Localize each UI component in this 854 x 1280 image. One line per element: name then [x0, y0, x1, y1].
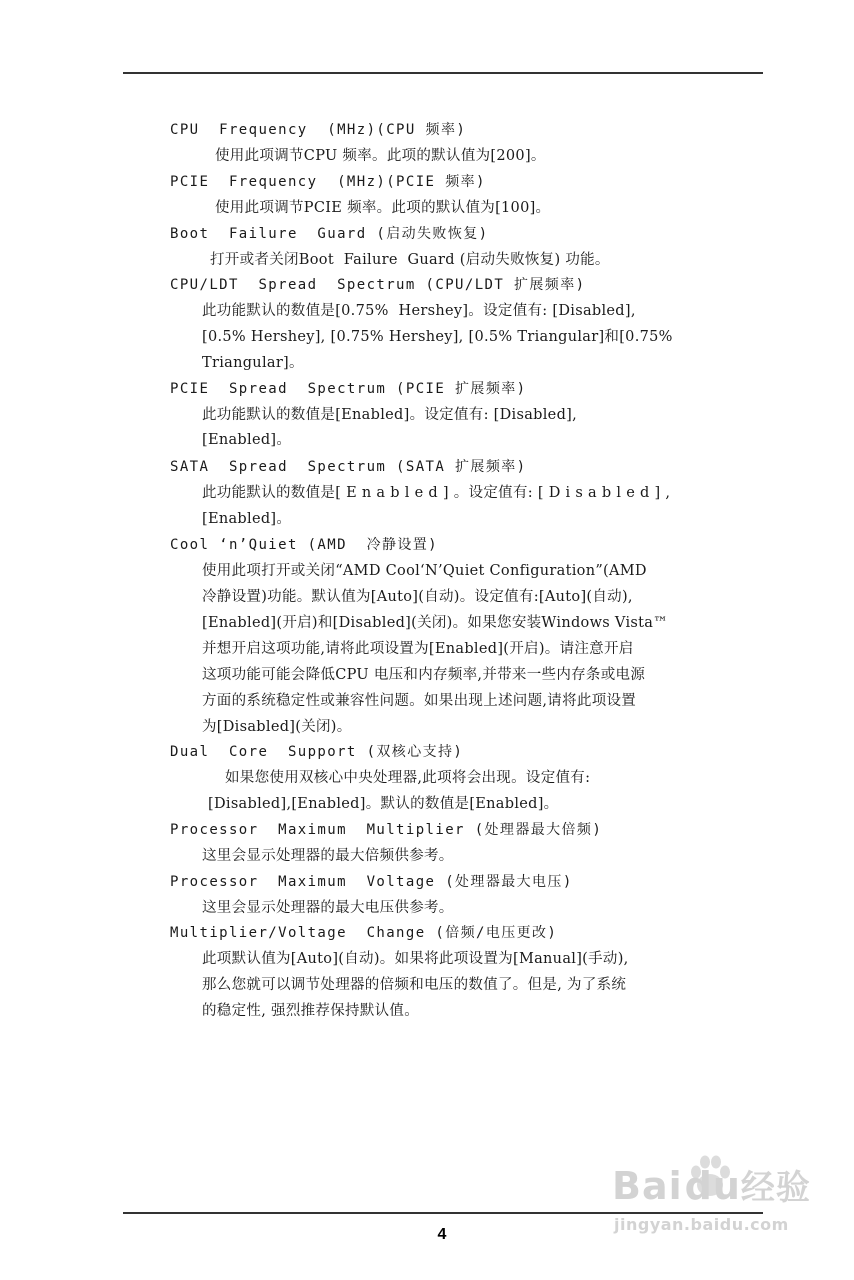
watermark-brand-c: 经验 — [740, 1168, 811, 1208]
section-text: [0.5% Hershey], [0.75% Hershey], [0.5% Triangular]和[0.75% — [202, 329, 673, 345]
section-text: 此功能默认的数值是[0.75% Hershey]。设定值有: [Disabled], — [202, 303, 636, 319]
section-heading-cpu-ldt-spread-spectrum: CPU/LDT Spread Spectrum (CPU/LDT 扩展频率) — [170, 277, 586, 293]
section-text: 并想开启这项功能,请将此项设置为[Enabled](开启)。请注意开启 — [202, 641, 634, 657]
section-heading-dual-core-support: Dual Core Support (双核心支持) — [170, 744, 464, 760]
section-heading-pcie-frequency: PCIE Frequency (MHz)(PCIE 频率) — [170, 174, 486, 190]
section-text: 打开或者关闭Boot Failure Guard (启动失败恢复) 功能。 — [210, 252, 610, 268]
section-text: 此功能默认的数值是[ E n a b l e d ] 。设定值有: [ D i s a b l e d ] , — [202, 485, 671, 501]
bottom-rule — [123, 1212, 763, 1214]
section-text: 方面的系统稳定性或兼容性问题。如果出现上述问题,请将此项设置 — [202, 693, 637, 709]
section-text: 使用此项打开或关闭“AMD Cool‘N’Quiet Configuration”(AMD — [202, 563, 647, 579]
section-heading-cpu-frequency: CPU Frequency (MHz)(CPU 频率) — [170, 122, 467, 138]
section-text: 此功能默认的数值是[Enabled]。设定值有: [Disabled], — [202, 407, 578, 423]
watermark-url: jingyan.baidu.com — [614, 1215, 789, 1234]
section-heading-processor-max-voltage: Processor Maximum Voltage (处理器最大电压) — [170, 874, 573, 890]
page-number: 4 — [437, 1226, 447, 1243]
section-text: [Disabled],[Enabled]。默认的数值是[Enabled]。 — [208, 796, 559, 812]
section-text: 这项功能可能会降低CPU 电压和内存频率,并带来一些内存条或电源 — [202, 667, 646, 683]
watermark-brand — [612, 1160, 811, 1209]
section-text: 这里会显示处理器的最大倍频供参考。 — [202, 848, 454, 864]
section-text: 此项默认值为[Auto](自动)。如果将此项设置为[Manual](手动), — [202, 951, 629, 967]
section-text: Triangular]。 — [202, 355, 304, 371]
section-text: [Enabled]。 — [202, 511, 292, 527]
section-heading-sata-spread-spectrum: SATA Spread Spectrum (SATA 扩展频率) — [170, 459, 527, 475]
section-text: 使用此项调节PCIE 频率。此项的默认值为[100]。 — [215, 200, 551, 216]
section-text: 冷静设置)功能。默认值为[Auto](自动)。设定值有:[Auto](自动), — [202, 589, 633, 605]
section-heading-pcie-spread-spectrum: PCIE Spread Spectrum (PCIE 扩展频率) — [170, 381, 527, 397]
watermark-brand-b: du — [684, 1164, 741, 1208]
section-heading-multiplier-voltage-change: Multiplier/Voltage Change (倍频/电压更改) — [170, 925, 558, 941]
section-text: 使用此项调节CPU 频率。此项的默认值为[200]。 — [215, 148, 546, 164]
section-text: 那么您就可以调节处理器的倍频和电压的数值了。但是, 为了系统 — [202, 977, 627, 993]
watermark-brand-a: Bai — [612, 1164, 683, 1208]
section-heading-cool-n-quiet: Cool ‘n’Quiet (AMD 冷静设置) — [170, 537, 439, 553]
section-text: [Enabled](开启)和[Disabled](关闭)。如果您安装Windows Vista™ — [202, 615, 669, 631]
section-heading-processor-max-multiplier: Processor Maximum Multiplier (处理器最大倍频) — [170, 822, 603, 838]
section-text: 如果您使用双核心中央处理器,此项将会出现。设定值有: — [225, 770, 591, 786]
section-heading-boot-failure-guard: Boot Failure Guard (启动失败恢复) — [170, 226, 489, 242]
top-rule — [123, 72, 763, 74]
section-text: 的稳定性, 强烈推荐保持默认值。 — [202, 1003, 420, 1019]
section-text: 这里会显示处理器的最大电压供参考。 — [202, 900, 454, 916]
section-text: 为[Disabled](关闭)。 — [202, 719, 352, 735]
section-text: [Enabled]。 — [202, 432, 292, 448]
